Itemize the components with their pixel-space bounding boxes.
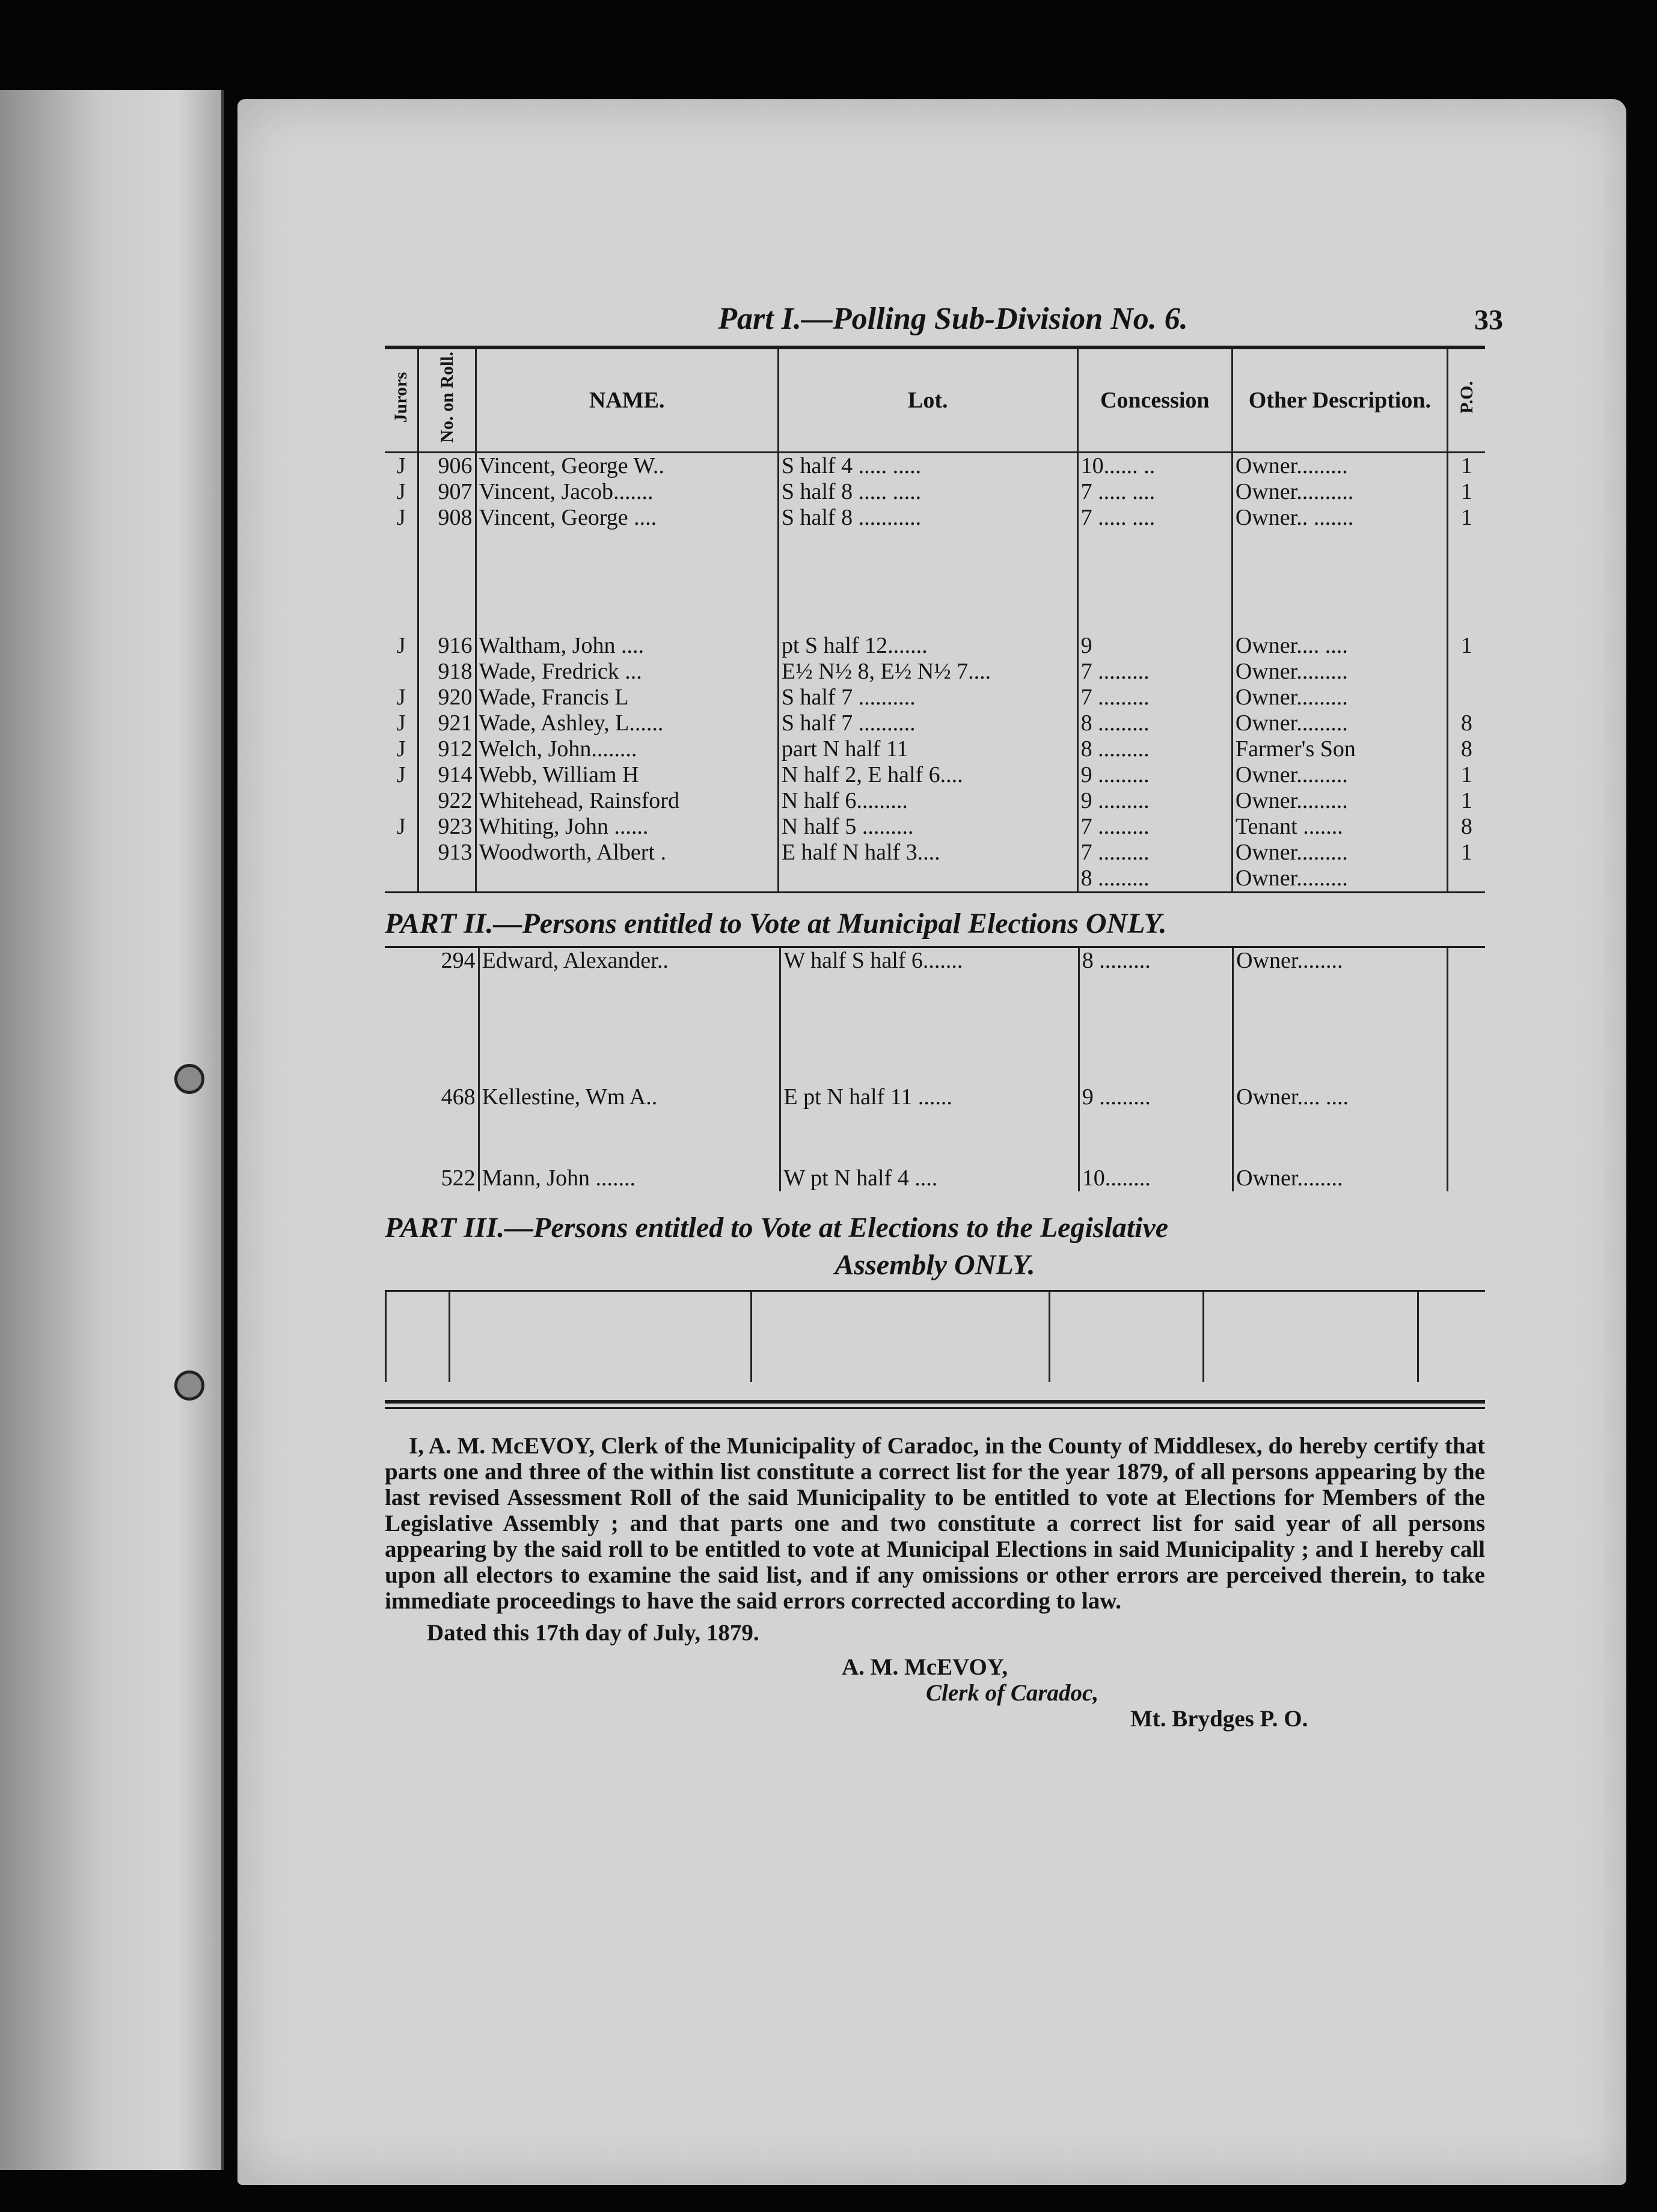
certificate-rule-2 bbox=[385, 1407, 1485, 1409]
juror-cell: J bbox=[385, 685, 418, 710]
col-lot: Lot. bbox=[778, 349, 1077, 452]
lot-cell: W half S half 6....... bbox=[780, 948, 1079, 1029]
other-cell: Owner........ bbox=[1233, 1110, 1448, 1191]
concession-cell: 7 ......... bbox=[1077, 814, 1232, 840]
left-page-edge bbox=[0, 90, 224, 2170]
concession-cell: 9 ......... bbox=[1077, 762, 1232, 788]
lot-cell: S half 4 ..... ..... bbox=[778, 452, 1077, 479]
table-row bbox=[385, 1029, 1485, 1110]
date-line: Dated this 17th day of July, 1879. bbox=[427, 1619, 759, 1646]
other-cell: Owner........ bbox=[1233, 948, 1448, 1029]
name-cell: Wade, Fredrick ... bbox=[476, 659, 778, 685]
roll-cell: 468 bbox=[385, 1029, 479, 1110]
juror-cell: J bbox=[385, 479, 418, 505]
roll-cell: 906 bbox=[418, 452, 476, 479]
juror-cell: J bbox=[385, 814, 418, 840]
table-row bbox=[385, 452, 1485, 479]
lot-cell: S half 8 ........... bbox=[778, 505, 1077, 531]
concession-cell: 8 ......... bbox=[1077, 866, 1232, 891]
concession-cell: 7 ..... .... bbox=[1077, 505, 1232, 531]
concession-cell: 8 ......... bbox=[1079, 948, 1233, 1029]
name-cell: Woodworth, Albert . bbox=[476, 840, 778, 866]
roll-cell: 908 bbox=[418, 505, 476, 531]
roll-cell bbox=[418, 866, 476, 891]
roll-cell: 921 bbox=[418, 710, 476, 736]
col-other: Other Description. bbox=[1232, 349, 1447, 452]
table-row bbox=[385, 866, 1485, 891]
po-cell bbox=[1447, 685, 1485, 710]
concession-cell: 7 ......... bbox=[1077, 659, 1232, 685]
po-cell: 1 bbox=[1460, 839, 1472, 865]
po-cell: 8 bbox=[1460, 710, 1472, 736]
concession-cell: 7 ......... bbox=[1077, 685, 1232, 710]
document-page bbox=[237, 99, 1626, 2185]
other-cell: Owner......... bbox=[1232, 659, 1447, 685]
certificate bbox=[385, 1433, 1485, 1614]
lot-cell: N half 6......... bbox=[778, 788, 1077, 814]
name-cell: Mann, John ....... bbox=[479, 1110, 780, 1191]
po-cell: 1 bbox=[1460, 787, 1472, 813]
po-cell bbox=[1447, 866, 1485, 891]
table-row bbox=[385, 633, 1485, 659]
table-row bbox=[385, 479, 1485, 505]
part3-title-line1: PART III.—Persons entitled to Vote at Elections to the Legislative bbox=[385, 1211, 1169, 1244]
name-cell: Whitehead, Rainsford bbox=[476, 788, 778, 814]
roll-cell: 912 bbox=[418, 736, 476, 762]
lot-cell: E half N half 3.... bbox=[778, 840, 1077, 866]
other-cell: Tenant ....... bbox=[1232, 814, 1447, 840]
col-name: NAME. bbox=[476, 349, 778, 452]
name-cell: Waltham, John .... bbox=[476, 633, 778, 659]
name-cell: Kellestine, Wm A.. bbox=[479, 1029, 780, 1110]
col-roll: No. on Roll. bbox=[418, 349, 476, 452]
concession-cell: 7 ......... bbox=[1077, 840, 1232, 866]
other-cell: Owner.. ....... bbox=[1232, 505, 1447, 531]
other-cell: Owner......... bbox=[1232, 452, 1447, 479]
other-cell: Owner......... bbox=[1232, 866, 1447, 891]
signature-name: A. M. McEVOY, bbox=[842, 1654, 1008, 1680]
table-row bbox=[385, 814, 1485, 840]
lot-cell bbox=[778, 866, 1077, 891]
roll-cell: 923 bbox=[418, 814, 476, 840]
part3-title-line2: Assembly ONLY. bbox=[835, 1248, 1035, 1281]
juror-cell: J bbox=[385, 710, 418, 736]
roll-cell: 920 bbox=[418, 685, 476, 710]
part2-title: PART II.—Persons entitled to Vote at Municipal Elections ONLY. bbox=[385, 907, 1167, 939]
table-row bbox=[385, 762, 1485, 788]
concession-cell: 9 bbox=[1077, 633, 1232, 659]
table-row bbox=[385, 840, 1485, 866]
juror-cell: J bbox=[385, 505, 418, 531]
lot-cell: N half 2, E half 6.... bbox=[778, 762, 1077, 788]
concession-cell: 10...... .. bbox=[1077, 452, 1232, 479]
part2-table bbox=[385, 948, 1485, 1191]
other-cell: Owner......... bbox=[1232, 710, 1447, 736]
spacer-row bbox=[385, 531, 1485, 633]
juror-cell: J bbox=[385, 633, 418, 659]
roll-cell: 522 bbox=[385, 1110, 479, 1191]
roll-cell: 913 bbox=[418, 840, 476, 866]
name-cell: Vincent, George .... bbox=[476, 505, 778, 531]
lot-cell: part N half 11 bbox=[778, 736, 1077, 762]
part1-table bbox=[385, 349, 1485, 891]
empty-cell bbox=[1448, 948, 1485, 1029]
roll-cell: 907 bbox=[418, 479, 476, 505]
table-row bbox=[385, 788, 1485, 814]
empty-cell bbox=[1448, 1029, 1485, 1110]
name-cell: Welch, John........ bbox=[476, 736, 778, 762]
concession-cell: 9 ......... bbox=[1079, 1029, 1233, 1110]
lot-cell: S half 7 .......... bbox=[778, 710, 1077, 736]
table-row bbox=[385, 710, 1485, 736]
juror-cell: J bbox=[385, 762, 418, 788]
lot-cell: E½ N½ 8, E½ N½ 7.... bbox=[778, 659, 1077, 685]
certificate-text: I, A. M. McEVOY, Clerk of the Municipality of Caradoc, in the County of Middlesex, do hereby certify that parts one and three of the within list constitute a correct list for the year 1879, of all persons appearing by the last revised Assessment Roll of the said Municipality to be entitled to vote at Elections for Members of the Legislative Assembly ; and that parts one and two constitute a correct list for said year of all persons appearing by the said roll to be entitled to vote at Municipal Elections in said Municipality ; and I hereby call upon all electors to examine the said list, and if any omissions or other errors are perceived therein, to take immediate proceedings to have the said errors corrected according to law. bbox=[385, 1432, 1485, 1614]
name-cell: Webb, William H bbox=[476, 762, 778, 788]
other-cell: Owner......... bbox=[1232, 788, 1447, 814]
table-row bbox=[385, 736, 1485, 762]
certificate-rule bbox=[385, 1400, 1485, 1404]
name-cell: Wade, Ashley, L...... bbox=[476, 710, 778, 736]
other-cell: Owner......... bbox=[1232, 762, 1447, 788]
juror-cell bbox=[385, 866, 418, 891]
lot-cell: pt S half 12....... bbox=[778, 633, 1077, 659]
table-row bbox=[385, 1110, 1485, 1191]
table-row bbox=[385, 685, 1485, 710]
concession-cell: 10........ bbox=[1079, 1110, 1233, 1191]
part3-empty-row bbox=[386, 1292, 1486, 1382]
concession-cell: 9 ......... bbox=[1077, 788, 1232, 814]
roll-cell: 922 bbox=[418, 788, 476, 814]
name-cell: Edward, Alexander.. bbox=[479, 948, 780, 1029]
lot-cell: S half 7 .......... bbox=[778, 685, 1077, 710]
juror-cell: J bbox=[385, 736, 418, 762]
part1-title: Part I.—Polling Sub-Division No. 6. bbox=[718, 302, 1188, 336]
po-cell: 1 bbox=[1460, 762, 1472, 787]
binding-stitch bbox=[174, 1064, 204, 1094]
juror-cell bbox=[385, 659, 418, 685]
other-cell: Owner......... bbox=[1232, 840, 1447, 866]
name-cell: Vincent, George W.. bbox=[476, 452, 778, 479]
roll-cell: 916 bbox=[418, 633, 476, 659]
po-cell: 1 bbox=[1460, 632, 1472, 658]
other-cell: Farmer's Son bbox=[1232, 736, 1447, 762]
po-cell: 1 bbox=[1460, 453, 1472, 478]
roll-cell: 294 bbox=[385, 948, 479, 1029]
page-content bbox=[385, 302, 1503, 1732]
page-number: 33 bbox=[1474, 304, 1503, 336]
po-cell: 1 bbox=[1460, 478, 1472, 504]
name-cell bbox=[476, 866, 778, 891]
lot-cell: N half 5 ......... bbox=[778, 814, 1077, 840]
po-cell: 8 bbox=[1460, 813, 1472, 839]
other-cell: Owner......... bbox=[1232, 685, 1447, 710]
concession-cell: 8 ......... bbox=[1077, 736, 1232, 762]
part1-header bbox=[385, 302, 1503, 341]
col-concession: Concession bbox=[1077, 349, 1232, 452]
col-po: P.O. bbox=[1456, 380, 1477, 414]
concession-cell: 7 ..... .... bbox=[1077, 479, 1232, 505]
juror-cell: J bbox=[385, 452, 418, 479]
part1-bottom-rule bbox=[385, 891, 1485, 893]
table-row bbox=[385, 948, 1485, 1029]
concession-cell: 8 ......... bbox=[1077, 710, 1232, 736]
empty-cell bbox=[1448, 1110, 1485, 1191]
part3-table bbox=[385, 1292, 1485, 1382]
roll-cell: 914 bbox=[418, 762, 476, 788]
other-cell: Owner.... .... bbox=[1232, 633, 1447, 659]
signature-po: Mt. Brydges P. O. bbox=[1130, 1705, 1308, 1732]
signature-title: Clerk of Caradoc, bbox=[926, 1679, 1099, 1706]
binding-stitch bbox=[174, 1370, 204, 1401]
po-cell: 8 bbox=[1460, 736, 1472, 762]
other-cell: Owner.... .... bbox=[1233, 1029, 1448, 1110]
name-cell: Wade, Francis L bbox=[476, 685, 778, 710]
table-row bbox=[385, 659, 1485, 685]
juror-cell bbox=[385, 840, 418, 866]
name-cell: Vincent, Jacob....... bbox=[476, 479, 778, 505]
roll-cell: 918 bbox=[418, 659, 476, 685]
col-jurors: Jurors bbox=[385, 349, 418, 452]
po-cell: 1 bbox=[1460, 504, 1472, 530]
other-cell: Owner.......... bbox=[1232, 479, 1447, 505]
name-cell: Whiting, John ...... bbox=[476, 814, 778, 840]
lot-cell: E pt N half 11 ...... bbox=[780, 1029, 1079, 1110]
lot-cell: W pt N half 4 .... bbox=[780, 1110, 1079, 1191]
juror-cell bbox=[385, 788, 418, 814]
lot-cell: S half 8 ..... ..... bbox=[778, 479, 1077, 505]
table-row bbox=[385, 505, 1485, 531]
po-cell bbox=[1447, 659, 1485, 685]
